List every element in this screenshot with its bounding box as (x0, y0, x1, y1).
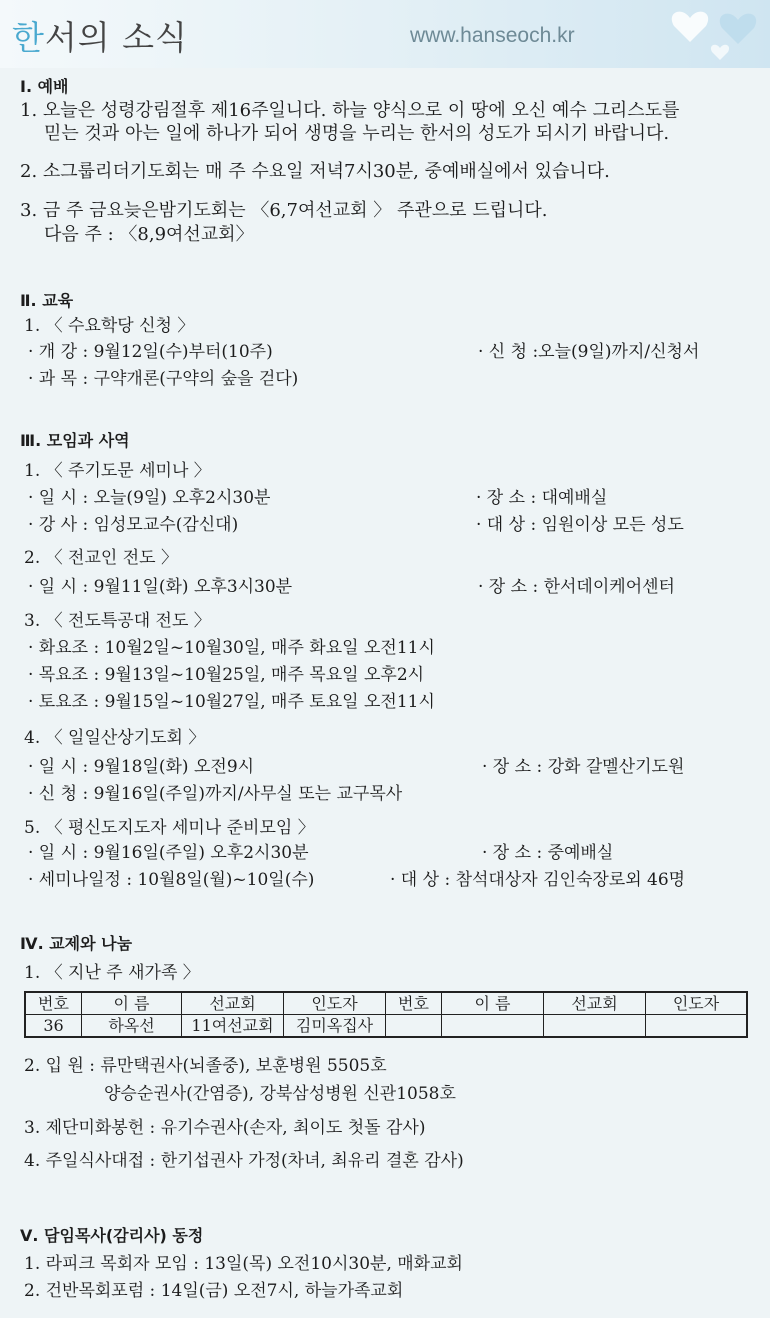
s4-item-1: 1. 〈 지난 주 새가족 〉 (24, 963, 200, 983)
title-rest: 서의 소식 (44, 18, 188, 57)
table-header-cell: 인도자 (672, 994, 720, 1013)
table-cell (646, 1015, 746, 1036)
s1-item-3-line-1: 3. 금 주 금요늦은밤기도회는 〈6,7여선교회 〉 주관으로 드립니다. (20, 200, 548, 221)
table-cell (544, 1015, 646, 1036)
s3-g1-place: · 장 소 : 대예배실 (476, 488, 608, 508)
table-cell: 36 (26, 1015, 82, 1036)
s3-g5-place: · 장 소 : 중예배실 (482, 843, 614, 863)
table-cell: 11여선교회 (182, 1015, 284, 1036)
section-4-title: Ⅳ. 교제와 나눔 (20, 934, 133, 953)
s3-group-1: 1. 〈 주기도문 세미나 〉 (24, 461, 211, 481)
s3-g5-target: · 대 상 : 참석대상자 김인숙장로외 46명 (390, 870, 686, 890)
table-header-cell: 번호 (386, 993, 442, 1014)
table-cell: 하옥선 (82, 1015, 182, 1036)
section-2-title: Ⅱ. 교육 (20, 291, 74, 310)
table-cell: 김미옥집사 (284, 1015, 386, 1036)
table-row (26, 1015, 746, 1036)
table-header-cell: 이 름 (442, 993, 544, 1014)
page-header (0, 0, 770, 68)
table-header-cell: 번호 (26, 993, 82, 1014)
s5-item-1: 1. 라피크 목회자 모임 : 13일(목) 오전10시30분, 매화교회 (24, 1254, 463, 1274)
s1-item-3-line-2: 다음 주 : 〈8,9여선교회〉 (44, 224, 254, 245)
s2-opening: · 개 강 : 9월12일(수)부터(10주) (28, 342, 273, 362)
hearts-decoration-icon (630, 0, 770, 68)
s3-g3-tuesday: · 화요조 : 10월2일~10월30일, 매주 화요일 오전11시 (28, 638, 435, 658)
table-header-cell: 이 름 (82, 993, 182, 1014)
s3-g4-apply: · 신 청 : 9월16일(주일)까지/사무실 또는 교구목사 (28, 784, 403, 804)
s3-g2-time: · 일 시 : 9월11일(화) 오후3시30분 (28, 577, 293, 597)
section-5-title: Ⅴ. 담임목사(감리사) 동정 (20, 1226, 204, 1245)
s1-item-1-line-1: 1. 오늘은 성령강림절후 제16주일니다. 하늘 양식으로 이 땅에 오신 예수 그리스도를 (20, 100, 680, 121)
s1-item-1-line-2: 믿는 것과 아는 일에 하나가 되어 생명을 누리는 한서의 성도가 되시기 바랍니다. (44, 123, 670, 144)
s3-g1-time: · 일 시 : 오늘(9일) 오후2시30분 (28, 488, 271, 508)
s3-g4-place: · 장 소 : 강화 갈멜산기도원 (482, 757, 685, 777)
s2-subject: · 과 목 : 구약개론(구약의 숲을 걷다) (28, 369, 299, 389)
table-header-cell: 선교회 (544, 993, 646, 1014)
table-cell (386, 1015, 442, 1036)
s4-hospital-line-2: 양승순권사(간염증), 강북삼성병원 신관1058호 (104, 1084, 456, 1104)
s2-application: · 신 청 :오늘(9일)까지/신청서 (478, 342, 700, 362)
s3-g3-saturday: · 토요조 : 9월15일~10월27일, 매주 토요일 오전11시 (28, 692, 435, 712)
s4-sunday-meal: 4. 주일식사대접 : 한기섭권사 가정(차녀, 최유리 결혼 감사) (24, 1151, 464, 1171)
s3-g3-thursday: · 목요조 : 9월13일~10월25일, 매주 목요일 오후2시 (28, 665, 425, 685)
website-url[interactable]: www.hanseoch.kr (410, 24, 575, 47)
s2-item-1: 1. 〈 수요학당 신청 〉 (24, 316, 195, 336)
s4-altar-flowers: 3. 제단미화봉헌 : 유기수권사(손자, 최이도 첫돌 감사) (24, 1118, 426, 1138)
s3-group-3: 3. 〈 전도특공대 전도 〉 (24, 611, 211, 631)
s4-hospital-line-1: 2. 입 원 : 류만택권사(뇌졸중), 보훈병원 5505호 (24, 1056, 387, 1076)
table-cell (442, 1015, 544, 1036)
s3-group-4: 4. 〈 일일산상기도회 〉 (24, 728, 206, 748)
s3-group-5: 5. 〈 평신도지도자 세미나 준비모임 〉 (24, 818, 315, 838)
section-1-title: Ⅰ. 예배 (20, 77, 69, 96)
s5-item-2: 2. 건반목회포럼 : 14일(금) 오전7시, 하늘가족교회 (24, 1281, 404, 1301)
section-3-title: Ⅲ. 모임과 사역 (20, 431, 130, 450)
s3-g1-speaker: · 강 사 : 임성모교수(감신대) (28, 515, 239, 535)
s3-group-2: 2. 〈 전교인 전도 〉 (24, 548, 178, 568)
table-header-row (26, 993, 746, 1015)
new-family-table (24, 991, 748, 1038)
s1-item-2: 2. 소그룹리더기도회는 매 주 수요일 저녁7시30분, 중예배실에서 있습니다. (20, 161, 610, 182)
s3-g1-target: · 대 상 : 임원이상 모든 성도 (476, 515, 684, 535)
s3-g5-time: · 일 시 : 9월16일(주일) 오후2시30분 (28, 843, 309, 863)
title-accent: 한 (12, 18, 45, 57)
s3-g4-time: · 일 시 : 9월18일(화) 오전9시 (28, 757, 255, 777)
table-header-cell: 인도자 (284, 993, 386, 1014)
s3-g2-place: · 장 소 : 한서데이케어센터 (478, 577, 675, 597)
newsletter-title (12, 12, 188, 59)
s3-g5-schedule: · 세미나일정 : 10월8일(월)~10일(수) (28, 870, 315, 890)
table-header-cell: 선교회 (182, 993, 284, 1014)
